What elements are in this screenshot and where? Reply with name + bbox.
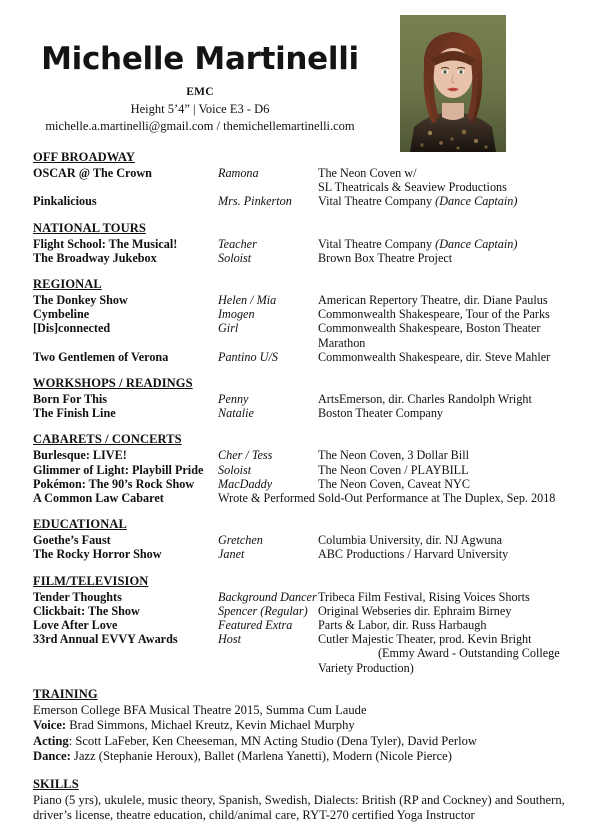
credit-role: Janet <box>218 547 245 562</box>
section-spacer <box>33 367 586 374</box>
credit-venue-continued: SL Theatricals & Seaview Productions <box>318 180 507 195</box>
credit-role: Cher / Tess <box>218 448 273 463</box>
credit-row <box>33 293 586 307</box>
credit-role: Host <box>218 632 242 647</box>
credit-title: The Finish Line <box>33 406 116 421</box>
credit-role: Pantino U/S <box>218 349 278 364</box>
credit-venue: The Neon Coven, Caveat NYC <box>318 476 470 491</box>
credit-venue-note: (Dance Captain) <box>435 236 518 251</box>
credit-venue: ArtsEmerson, dir. Charles Randolph Wright <box>318 392 532 407</box>
credit-title: OSCAR @ The Crown <box>33 166 152 180</box>
training-dance-value: Jazz (Stephanie Heroux), Ballet (Marlena Yanetti), Modern (Nicole Pierce) <box>70 749 452 764</box>
credit-title: The Broadway Jukebox <box>33 250 157 265</box>
section-national-tours <box>33 219 586 265</box>
training-acting-label: Acting <box>33 733 69 748</box>
headshot-illustration <box>400 15 506 152</box>
section-cabarets-concerts <box>33 430 586 505</box>
credit-row <box>33 321 586 349</box>
skills-line-1: Piano (5 yrs), ukulele, music theory, Spanish, Swedish, Dialects: British (RP and Cockney) and Southern, <box>33 792 565 807</box>
credit-title: Flight School: The Musical! <box>33 236 178 251</box>
credit-venue: Boston Theater Company <box>318 406 444 421</box>
credit-venue: American Repertory Theatre, dir. Diane Paulus <box>318 293 548 308</box>
credit-row <box>33 590 586 604</box>
training-acting-value: : Scott LaFeber, Ken Cheeseman, MN Acting Studio (Dena Tyler), David Perlow <box>68 733 477 748</box>
section-heading: REGIONAL <box>33 277 102 292</box>
section-spacer <box>33 268 586 275</box>
credit-title: [Dis]connected <box>33 321 111 336</box>
resume-header <box>0 0 612 152</box>
credit-title: Burlesque: LIVE! <box>33 448 127 463</box>
credit-venue-text: Vital Theatre Company <box>318 236 436 251</box>
resume-body <box>0 148 612 827</box>
training-voice-label: Voice: <box>33 718 67 733</box>
credit-row <box>33 477 586 491</box>
credit-description: Wrote & Performed Sold-Out Performance at The Duplex, Sep. 2018 <box>218 491 556 506</box>
section-heading: SKILLS <box>33 776 79 791</box>
section-training <box>33 685 586 765</box>
credit-row <box>33 533 586 547</box>
section-heading: TRAINING <box>33 686 98 701</box>
credit-row <box>33 491 586 505</box>
credit-row <box>33 406 586 420</box>
credit-venue: The Neon Coven, 3 Dollar Bill <box>318 448 469 463</box>
credit-role: MacDaddy <box>218 476 273 491</box>
credit-title: Two Gentlemen of Verona <box>33 349 169 364</box>
credit-row <box>33 632 586 646</box>
training-voice <box>33 718 586 733</box>
credit-venue-text: Vital Theatre Company <box>318 194 436 209</box>
credit-row <box>33 463 586 477</box>
credit-venue: Commonwealth Shakespeare, Tour of the Parks <box>318 307 550 322</box>
credit-role: Soloist <box>218 250 252 265</box>
section-off-broadway <box>33 148 586 209</box>
credit-venue: Commonwealth Shakespeare, dir. Steve Mahler <box>318 349 551 364</box>
credit-row <box>33 166 586 180</box>
union-status: EMC <box>186 86 214 98</box>
credit-title: Glimmer of Light: Playbill Pride <box>33 462 204 477</box>
credit-role: Spencer (Regular) <box>218 603 308 618</box>
credit-role: Featured Extra <box>218 618 293 633</box>
section-spacer <box>33 508 586 515</box>
section-heading: CABARETS / CONCERTS <box>33 432 182 447</box>
credit-title: Tender Thoughts <box>33 589 122 604</box>
credit-role: Imogen <box>218 307 255 322</box>
section-heading: NATIONAL TOURS <box>33 220 146 235</box>
section-spacer <box>33 678 586 685</box>
credit-title: 33rd Annual EVVY Awards <box>33 632 178 647</box>
training-voice-value: Brad Simmons, Michael Kreutz, Kevin Michael Murphy <box>66 718 355 733</box>
credit-venue: The Neon Coven / PLAYBILL <box>318 462 469 477</box>
credit-row <box>33 307 586 321</box>
credit-venue: Parts & Labor, dir. Russ Harbaugh <box>318 618 487 633</box>
credit-title: Born For This <box>33 392 108 407</box>
section-spacer <box>33 565 586 572</box>
section-spacer <box>33 423 586 430</box>
credit-role: Mrs. Pinkerton <box>218 194 292 209</box>
credit-title: A Common Law Cabaret <box>33 491 164 506</box>
credit-role: Teacher <box>218 236 257 251</box>
credit-title: Pokémon: The 90’s Rock Show <box>33 476 195 491</box>
headshot-photo <box>400 15 506 152</box>
section-heading: EDUCATIONAL <box>33 517 127 532</box>
credit-title: The Rocky Horror Show <box>33 547 162 562</box>
credit-row <box>33 448 586 462</box>
credit-role: Soloist <box>218 462 252 477</box>
credit-role: Ramona <box>218 166 259 180</box>
training-dance-label: Dance: <box>33 749 71 764</box>
credit-title: Pinkalicious <box>33 194 97 209</box>
credit-role: Penny <box>218 392 249 407</box>
section-heading: WORKSHOPS / READINGS <box>33 376 193 391</box>
credit-venue: The Neon Coven w/ <box>318 166 417 180</box>
credit-row <box>33 251 586 265</box>
section-workshops-readings <box>33 374 586 420</box>
credit-role: Natalie <box>218 406 254 421</box>
section-skills <box>33 775 586 824</box>
credit-venue: Tribeca Film Festival, Rising Voices Shorts <box>318 589 530 604</box>
credit-venue-note: (Dance Captain) <box>435 194 518 209</box>
section-spacer <box>33 212 586 219</box>
credit-title: The Donkey Show <box>33 293 128 308</box>
section-spacer <box>33 768 586 775</box>
credit-venue: Brown Box Theatre Project <box>318 250 453 265</box>
physical-stats: Height 5’4” | Voice E3 - D6 <box>130 102 270 116</box>
credit-row <box>33 547 586 561</box>
credit-venue: Original Webseries dir. Ephraim Birney <box>318 603 512 618</box>
credit-role: Helen / Mia <box>218 293 277 308</box>
credit-row <box>33 237 586 251</box>
page-title: Michelle Martinelli <box>41 41 359 77</box>
section-film-television <box>33 572 586 675</box>
credit-venue: ABC Productions / Harvard University <box>318 547 509 562</box>
training-school: Emerson College BFA Musical Theatre 2015, Summa Cum Laude <box>33 702 367 717</box>
credit-venue <box>318 237 586 251</box>
credit-row <box>33 604 586 618</box>
credit-row <box>33 392 586 406</box>
credit-row <box>33 618 586 632</box>
training-dance <box>33 749 586 764</box>
credit-venue: Columbia University, dir. NJ Agwuna <box>318 533 503 548</box>
credit-role: Background Dancer <box>218 589 317 604</box>
section-heading: OFF BROADWAY <box>33 150 136 164</box>
credit-role: Girl <box>218 321 239 336</box>
section-heading: FILM/TELEVISION <box>33 573 149 588</box>
credit-title: Goethe’s Faust <box>33 533 111 548</box>
credit-award-note: (Emmy Award - Outstanding College Variety Production) <box>318 646 560 675</box>
credit-venue: Cutler Majestic Theater, prod. Kevin Bright <box>318 632 532 647</box>
credit-row <box>33 350 586 364</box>
credit-role: Gretchen <box>218 533 263 548</box>
credit-title: Clickbait: The Show <box>33 603 140 618</box>
training-acting <box>33 734 586 749</box>
credit-title: Love After Love <box>33 618 118 633</box>
skills-line-2: driver’s license, theatre education, child/animal care, RYT-270 certified Yoga Instructor <box>33 808 475 823</box>
credit-venue <box>318 194 586 208</box>
credit-title: Cymbeline <box>33 307 90 322</box>
section-educational <box>33 515 586 561</box>
contact-info: michelle.a.martinelli@gmail.com / themichellemartinelli.com <box>45 119 355 133</box>
credit-venue: Commonwealth Shakespeare, Boston Theater Marathon <box>318 321 541 350</box>
credit-row <box>33 194 586 208</box>
section-regional <box>33 275 586 364</box>
